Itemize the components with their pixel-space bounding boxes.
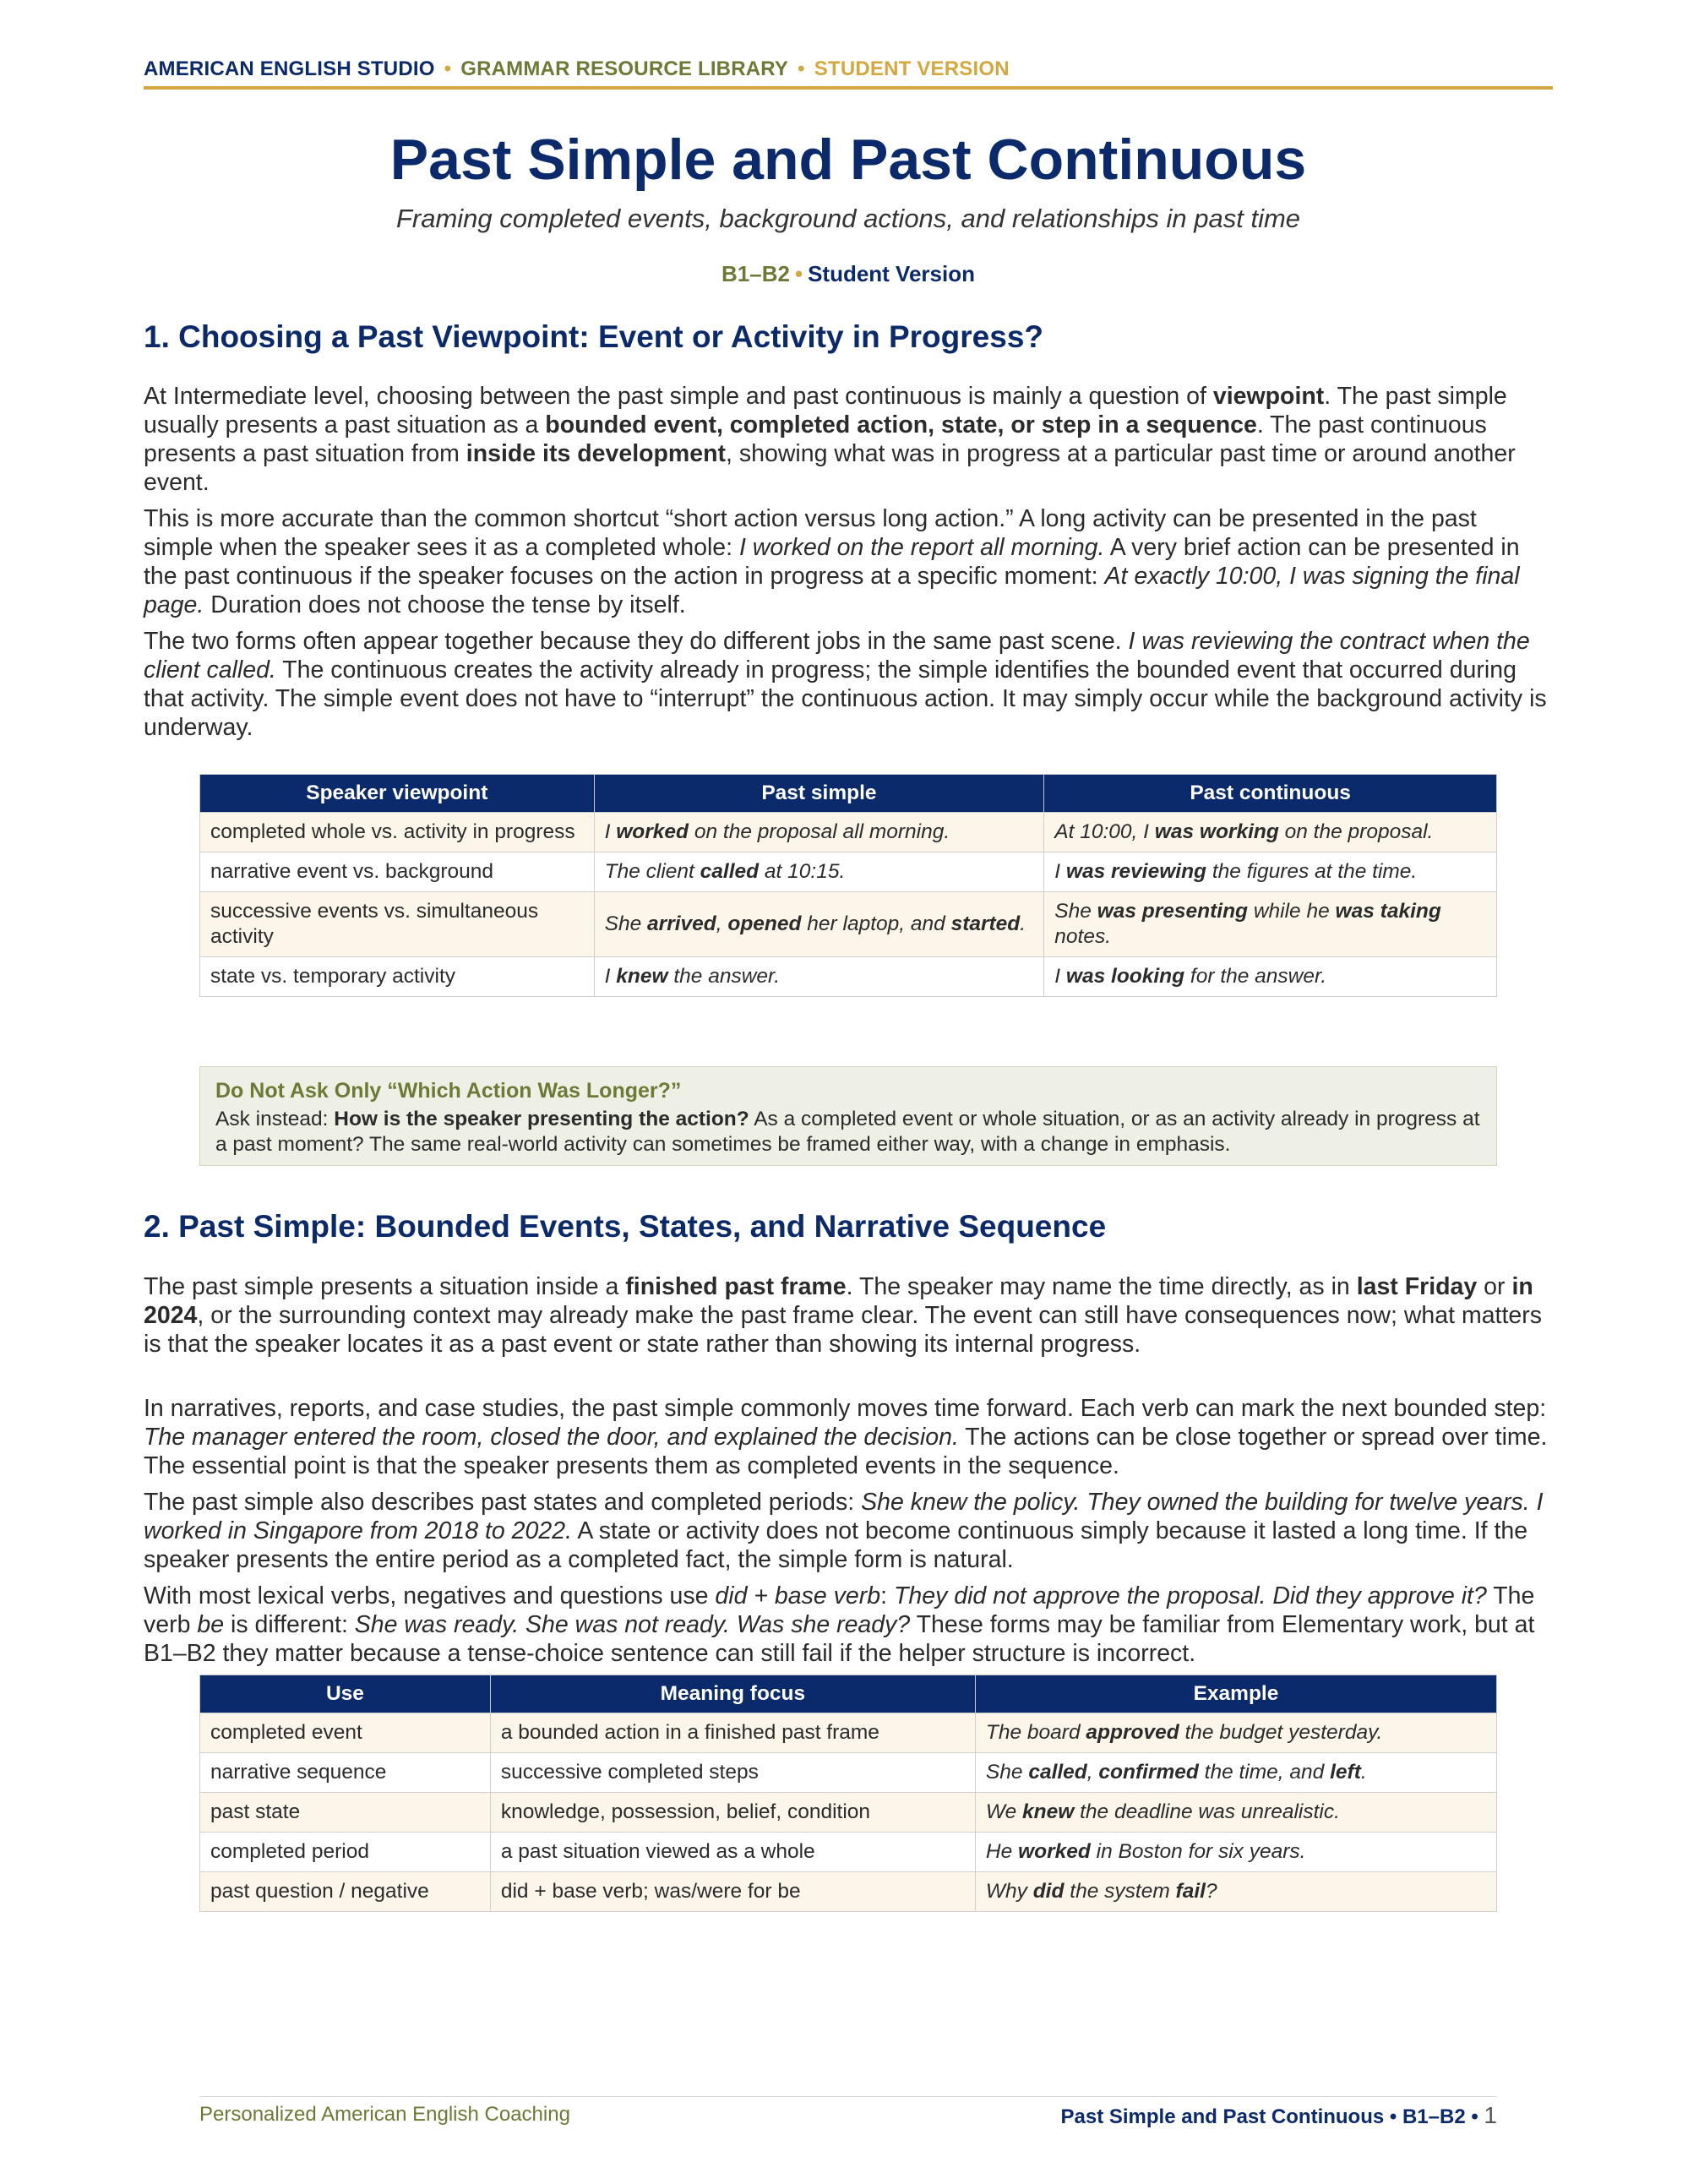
table-cell [1044, 892, 1497, 957]
text-run: knowledge, possession, belief, condition [500, 1800, 871, 1823]
text-run: completed event [210, 1721, 362, 1744]
table-row [200, 1753, 1497, 1793]
viewpoint-table [199, 774, 1497, 997]
bold-text: was presenting [1097, 900, 1249, 923]
text-run: We [985, 1800, 1023, 1823]
bold-text: opened [727, 912, 802, 935]
bold-text: knew [1022, 1800, 1075, 1823]
text-run: , showing what was in progress at a particular past time or around another event. [144, 440, 1516, 496]
text-run: The past simple also describes past states and completed periods: [144, 1489, 862, 1516]
footer-title: Past Simple and Past Continuous • B1–B2 • [1060, 2105, 1478, 2128]
table-cell [490, 1793, 975, 1833]
table-cell [594, 852, 1044, 892]
bold-text: in 2024 [144, 1273, 1533, 1329]
header-brand: AMERICAN ENGLISH STUDIO [144, 57, 435, 80]
text-run: the answer. [667, 965, 781, 988]
column-header: Meaning focus [490, 1675, 975, 1713]
bold-text: left [1330, 1761, 1361, 1784]
text-run: . The past simple usually presents a past situation as a [144, 383, 1507, 438]
uses-table [199, 1675, 1497, 1912]
text-run: the system [1064, 1880, 1176, 1903]
bold-text: did [1032, 1880, 1065, 1903]
bold-text: viewpoint [1212, 383, 1325, 410]
table-cell [200, 1833, 491, 1872]
table-cell [200, 1713, 491, 1753]
text-run: She [1054, 900, 1097, 923]
table-cell [975, 1793, 1496, 1833]
text-run: She [604, 912, 648, 935]
column-header: Use [200, 1675, 491, 1713]
text-run: in Boston for six years. [1090, 1840, 1306, 1863]
level-range: B1–B2 [721, 261, 790, 286]
bold-text: was reviewing [1065, 860, 1207, 883]
level-badge [144, 261, 1553, 287]
italic-text: I was reviewing the contract when the client called. [144, 628, 1530, 684]
page-title: Past Simple and Past Continuous [389, 128, 1307, 192]
text-run: . [1020, 912, 1026, 935]
footer-divider [199, 2096, 1497, 2097]
text-run: Why [985, 1880, 1033, 1903]
table-cell [200, 1753, 491, 1793]
table-cell [594, 892, 1044, 957]
text-run: while he [1248, 900, 1336, 923]
text-run: He [985, 1840, 1019, 1863]
text-run: In narratives, reports, and case studies, the past simple commonly moves time forward. Each verb can mark the next bounded step: [144, 1395, 1547, 1422]
table-row [200, 1872, 1497, 1912]
bold-text: was looking [1065, 965, 1185, 988]
table-cell [1044, 813, 1497, 852]
bold-text: called [1028, 1761, 1087, 1784]
text-run: . The speaker may name the time directly, as in [846, 1273, 1357, 1300]
section1-paragraph-2 [144, 504, 1553, 619]
text-run: A very brief action can be presented in the past continuous if the speaker focuses on the action in progress at a specific moment: [144, 534, 1520, 590]
table-cell [200, 1872, 491, 1912]
table-row [200, 852, 1497, 892]
table-cell [200, 852, 595, 892]
italic-text: They did not approve the proposal. Did they approve it? [893, 1582, 1487, 1609]
bold-text: fail [1175, 1880, 1206, 1903]
text-run: the time, and [1198, 1761, 1331, 1784]
level-dot: • [794, 261, 803, 286]
text-run: I [604, 965, 617, 988]
text-run: at 10:15. [759, 860, 846, 883]
text-run: for the answer. [1184, 965, 1327, 988]
header-library: GRAMMAR RESOURCE LIBRARY [460, 57, 789, 80]
table-cell [594, 813, 1044, 852]
table-cell [975, 1872, 1496, 1912]
bold-text: knew [616, 965, 668, 988]
text-run: The verb [144, 1582, 1535, 1638]
text-run: , [1086, 1761, 1099, 1784]
text-run: A state or activity does not become continuous simply because it lasted a long time. If the speaker presents the entire period as a completed fact, the simple form is natural. [144, 1517, 1528, 1573]
text-run: a past situation viewed as a whole [500, 1840, 815, 1863]
table-header-row [200, 775, 1497, 813]
text-run: The two forms often appear together because they do different jobs in the same past scene. [144, 628, 1129, 655]
text-run: I [604, 820, 617, 843]
text-run: the deadline was unrealistic. [1074, 1800, 1340, 1823]
text-run: completed whole vs. activity in progress [210, 820, 575, 843]
section1-paragraph-3 [144, 627, 1553, 742]
text-run: The board [985, 1721, 1086, 1744]
header-version: STUDENT VERSION [814, 57, 1010, 80]
text-run: : [880, 1582, 894, 1609]
bold-text: worked [616, 820, 689, 843]
section1-paragraph-1 [144, 382, 1553, 497]
text-run: on the proposal. [1278, 820, 1434, 843]
text-run: I [1054, 860, 1066, 883]
table-cell [200, 957, 595, 997]
table-cell [200, 1793, 491, 1833]
column-header: Speaker viewpoint [200, 775, 595, 813]
text-run: As a completed event or whole situation, or as an activity already in progress at a past moment? The same real-world activity can sometimes be framed either way, with a change in emphasis. [215, 1108, 1480, 1156]
footer-right [1061, 2102, 1498, 2129]
text-run: the budget yesterday. [1179, 1721, 1383, 1744]
callout-title: Do Not Ask Only “Which Action Was Longer?” [215, 1079, 682, 1103]
text-run: Duration does not choose the tense by itself. [204, 591, 686, 618]
bold-text: worked [1018, 1840, 1091, 1863]
text-run: I [1054, 965, 1066, 988]
column-header: Past simple [594, 775, 1044, 813]
table-row [200, 813, 1497, 852]
text-run: notes. [1054, 925, 1112, 948]
bold-text: finished past frame [625, 1273, 847, 1300]
table-cell [975, 1753, 1496, 1793]
section2-paragraph-2 [144, 1394, 1553, 1480]
header-separator: • [444, 57, 452, 80]
bold-text: confirmed [1098, 1761, 1199, 1784]
italic-text: be [197, 1611, 225, 1638]
italic-text: She knew the policy. They owned the building for twelve years. I worked in Singapore from 2018 to 2022. [144, 1489, 1544, 1544]
table-header-row [200, 1675, 1497, 1713]
footer-left: Personalized American English Coaching [199, 2103, 570, 2126]
text-run: ? [1205, 1880, 1217, 1903]
table-cell [975, 1833, 1496, 1872]
italic-text: I worked on the report all morning. [738, 534, 1105, 561]
table-row [200, 1713, 1497, 1753]
page-subtitle: Framing completed events, background actions, and relationships in past time [395, 204, 1301, 233]
table-cell [200, 892, 595, 957]
table-row [200, 1833, 1497, 1872]
text-run: successive events vs. simultaneous activity [210, 900, 539, 948]
column-header: Past continuous [1044, 775, 1497, 813]
bold-text: last Friday [1356, 1273, 1478, 1300]
table-cell [490, 1833, 975, 1872]
text-run: These forms may be familiar from Elementary work, but at B1–B2 they matter because a tense-choice sentence can still fail if the helper structure is incorrect. [144, 1611, 1535, 1667]
text-run: With most lexical verbs, negatives and questions use [144, 1582, 716, 1609]
running-header [144, 57, 1553, 90]
text-run: She [985, 1761, 1029, 1784]
text-run: narrative sequence [210, 1761, 387, 1784]
section2-paragraph-3 [144, 1488, 1553, 1574]
bold-text: How is the speaker presenting the action? [334, 1108, 749, 1130]
table-row [200, 957, 1497, 997]
bold-text: arrived [647, 912, 716, 935]
text-run: At 10:00, I [1054, 820, 1155, 843]
callout-body [215, 1107, 1481, 1157]
table-cell [200, 813, 595, 852]
text-run: did + base verb; was/were for be [500, 1880, 801, 1903]
section2-paragraph-1 [144, 1272, 1553, 1359]
section-heading-1: 1. Choosing a Past Viewpoint: Event or Activity in Progress? [144, 319, 1043, 354]
text-run: or [1477, 1273, 1512, 1300]
italic-text: The manager entered the room, closed the door, and explained the decision. [144, 1424, 959, 1451]
section2-paragraph-4 [144, 1582, 1553, 1668]
text-run: on the proposal all morning. [689, 820, 950, 843]
text-run: is different: [224, 1611, 355, 1638]
text-run: a bounded action in a finished past frame [500, 1721, 879, 1744]
text-run: The client [604, 860, 700, 883]
text-run: the figures at the time. [1206, 860, 1418, 883]
text-run: past question / negative [210, 1880, 429, 1903]
callout-box [199, 1066, 1497, 1166]
level-version: Student Version [808, 261, 975, 286]
bold-text: approved [1086, 1721, 1179, 1744]
table-cell [490, 1753, 975, 1793]
bold-text: bounded event, completed action, state, or step in a sequence [545, 411, 1257, 438]
table-cell [490, 1872, 975, 1912]
table-cell [1044, 957, 1497, 997]
text-run: narrative event vs. background [210, 860, 494, 883]
text-run: This is more accurate than the common shortcut “short action versus long action.” A long activity can be presented in the past simple when the speaker sees it as a completed whole: [144, 505, 1477, 561]
header-separator: • [798, 57, 805, 80]
bold-text: was taking [1335, 900, 1441, 923]
bold-text: inside its development [466, 440, 727, 467]
table-cell [490, 1713, 975, 1753]
bold-text: called [700, 860, 760, 883]
text-run: completed period [210, 1840, 369, 1863]
page-number: 1 [1484, 2102, 1497, 2128]
text-run: , or the surrounding context may already make the past frame clear. The event can still have consequences now; what matters is that the speaker locates it as a past event or state rather than showing its internal progress. [144, 1302, 1542, 1358]
italic-text: At exactly 10:00, I was signing the final page. [144, 563, 1520, 618]
table-row [200, 1793, 1497, 1833]
text-run: . [1360, 1761, 1367, 1784]
section-heading-2: 2. Past Simple: Bounded Events, States, and Narrative Sequence [144, 1209, 1107, 1244]
text-run: At Intermediate level, choosing between the past simple and past continuous is mainly a question of [144, 383, 1213, 410]
text-run: successive completed steps [500, 1761, 759, 1784]
table-cell [594, 957, 1044, 997]
text-run: The actions can be close together or spread over time. The essential point is that the speaker presents them as completed events in the sequence. [144, 1424, 1548, 1479]
italic-text: did + base verb [715, 1582, 881, 1609]
text-run: state vs. temporary activity [210, 965, 456, 988]
text-run: The past simple presents a situation inside a [144, 1273, 626, 1300]
bold-text: started [950, 912, 1021, 935]
text-run: , [716, 912, 728, 935]
text-run: . The past continuous presents a past situation from [144, 411, 1487, 467]
table-cell [975, 1713, 1496, 1753]
table-row [200, 892, 1497, 957]
bold-text: was working [1154, 820, 1279, 843]
text-run: past state [210, 1800, 301, 1823]
text-run: Ask instead: [215, 1108, 335, 1130]
text-run: her laptop, and [801, 912, 951, 935]
column-header: Example [975, 1675, 1496, 1713]
table-cell [1044, 852, 1497, 892]
italic-text: She was ready. She was not ready. Was she ready? [354, 1611, 911, 1638]
text-run: The continuous creates the activity already in progress; the simple identifies the bounded event that occurred during that activity. The simple event does not have to “interrupt” the continuous action. It may simply occur while the background activity is underway. [144, 656, 1547, 741]
